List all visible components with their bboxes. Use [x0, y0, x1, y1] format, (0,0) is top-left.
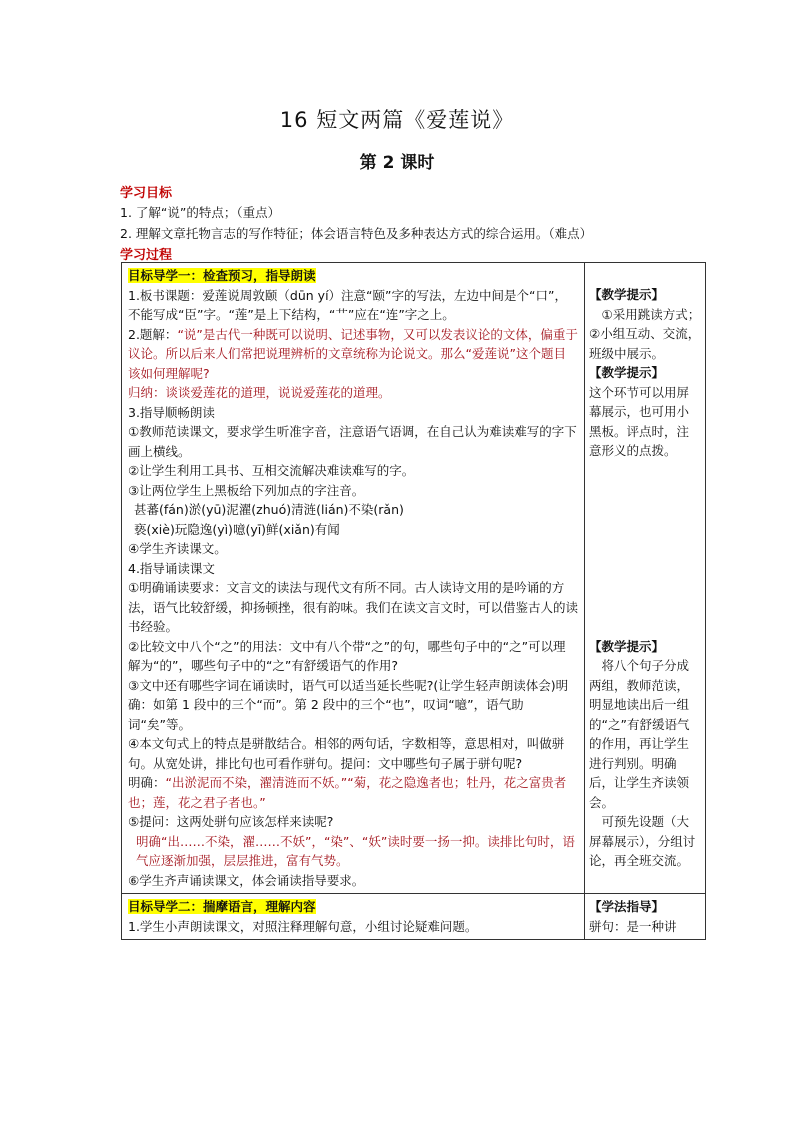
hint-title: 【教学提示】 — [589, 287, 665, 302]
line-13: 明确：“出淤泥而不染，濯清涟而不妖。”“菊，花之隐逸者也；牡丹，花之富贵者也；莲，花之君子者也。” — [128, 775, 567, 810]
row2-main-cell — [122, 894, 585, 940]
line-15: 明确“出……不染，濯……不妖”，“染”、“妖”读时要一扬一抑。读排比句时，语气应逐渐加强，层层推进，富有气势。 — [136, 833, 575, 868]
line-5: ②让学生利用工具书、互相交流解决难读难写的字。 — [128, 463, 415, 478]
guide-heading: 目标导学一：检查预习，指导朗读 — [128, 268, 316, 283]
line-3: 3.指导顺畅朗读 — [128, 404, 215, 420]
objective-item: 2. 理解文章托物言志的写作特征；体会语言特色及多种表达方式的综合运用。（难点） — [120, 226, 593, 241]
page-title: 16 短文两篇《爱莲说》 — [279, 108, 515, 132]
line-16: ⑥学生齐声诵读课文，体会诵读指导要求。 — [128, 872, 365, 888]
line-6: ③让两位学生上黑板给下列加点的字注音。 — [128, 482, 365, 498]
row2-line: 1.学生小声朗读课文，对照注释理解句意，小组讨论疑难问题。 — [128, 918, 478, 934]
line-14: ⑤提问：这两处骈句应该怎样来读呢? — [128, 814, 334, 829]
line-1: 1.板书课题：爱莲说周敦颐（dūn yí）注意“颐”字的写法，左边中间是个“口”，不能写成“臣”字。“莲”是上下结构，“艹”应在“连”字之上。 — [128, 287, 567, 322]
line-8: 4.指导诵读课文 — [128, 560, 215, 576]
summary-line: 归纳：谈谈爱莲花的道理，说说爱莲花的道理。 — [128, 385, 391, 400]
method-title: 【学法指导】 — [589, 899, 665, 914]
line-4: ①教师范读课文，要求学生听准字音，注意语气语调，在自己认为难读难写的字下画上横线。 — [128, 424, 577, 459]
hint-title: 【教学提示】 — [589, 365, 665, 380]
objectives-label: 学习目标 — [120, 186, 173, 201]
hint-extra: 可预先设题（大屏幕展示），分组讨论，再全班交流。 — [589, 814, 696, 868]
objective-item: 1. 了解“说”的特点；（重点） — [120, 205, 281, 220]
line-2: 2.题解：“说”是古代一种既可以说明、记述事物，又可以发表议论的文体，偏重于议论。所以后来人们常把说理辨析的文章统称为论说文。那么“爱莲说”这个题目该如何理解呢? — [128, 326, 578, 381]
row1-side-cell — [585, 263, 706, 894]
pinyin-line-2: 亵(xiè)玩隐逸(yì)噫(yī)鲜(xiǎn)有闻 — [134, 521, 340, 537]
line-11: ③文中还有哪些字词在诵读时，语气可以适当延长些呢?(让学生轻声朗读体会)明确：如第 1 段中的三个“而”。第 2 段中的三个“也”，叹词“噫”，语气助词“矣”等。 — [128, 677, 569, 732]
row1-main-cell — [122, 263, 585, 894]
process-label: 学习过程 — [120, 248, 173, 263]
line-12: ④本文句式上的特点是骈散结合。相邻的两句话，字数相等，意思相对，叫做骈句。从宽处讲，排比句也可看作骈句。提问：文中哪些句子属于骈句呢? — [128, 736, 565, 771]
hint-text: ①采用跳读方式；②小组互动、交流，班级中展示。 — [589, 306, 701, 361]
hint-text: 将八个句子分成两组，教师范读，明显地读出后一组的“之”有舒缓语气的作用，再让学生进行判别。明确后，让学生齐读领会。 — [589, 658, 690, 810]
pinyin-line-1: 甚蕃(fán)淤(yū)泥濯(zhuó)清涟(lián)不染(rǎn) — [134, 502, 404, 517]
row2-side-cell — [585, 894, 706, 940]
line-7: ④学生齐读课文。 — [128, 541, 227, 556]
guide-heading: 目标导学二：揣摩语言，理解内容 — [128, 899, 316, 914]
method-text: 骈句：是一种讲 — [589, 918, 677, 934]
hint-text: 这个环节可以用屏幕展示，也可用小黑板。评点时，注意形义的点拨。 — [589, 384, 690, 458]
page-subtitle: 第 2 课时 — [359, 153, 435, 173]
hint-title: 【教学提示】 — [589, 638, 665, 654]
line-10: ②比较文中八个“之”的用法：文中有八个带“之”的句，哪些句子中的“之”可以理解为“的”，哪些句子中的“之”有舒缓语气的作用? — [128, 638, 566, 673]
lesson-table — [121, 262, 706, 940]
line-9: ①明确诵读要求：文言文的读法与现代文有所不同。古人读诗文用的是吟诵的方法，语气比较舒缓，抑扬顿挫，很有韵味。我们在读文言文时，可以借鉴古人的读书经验。 — [128, 580, 579, 634]
